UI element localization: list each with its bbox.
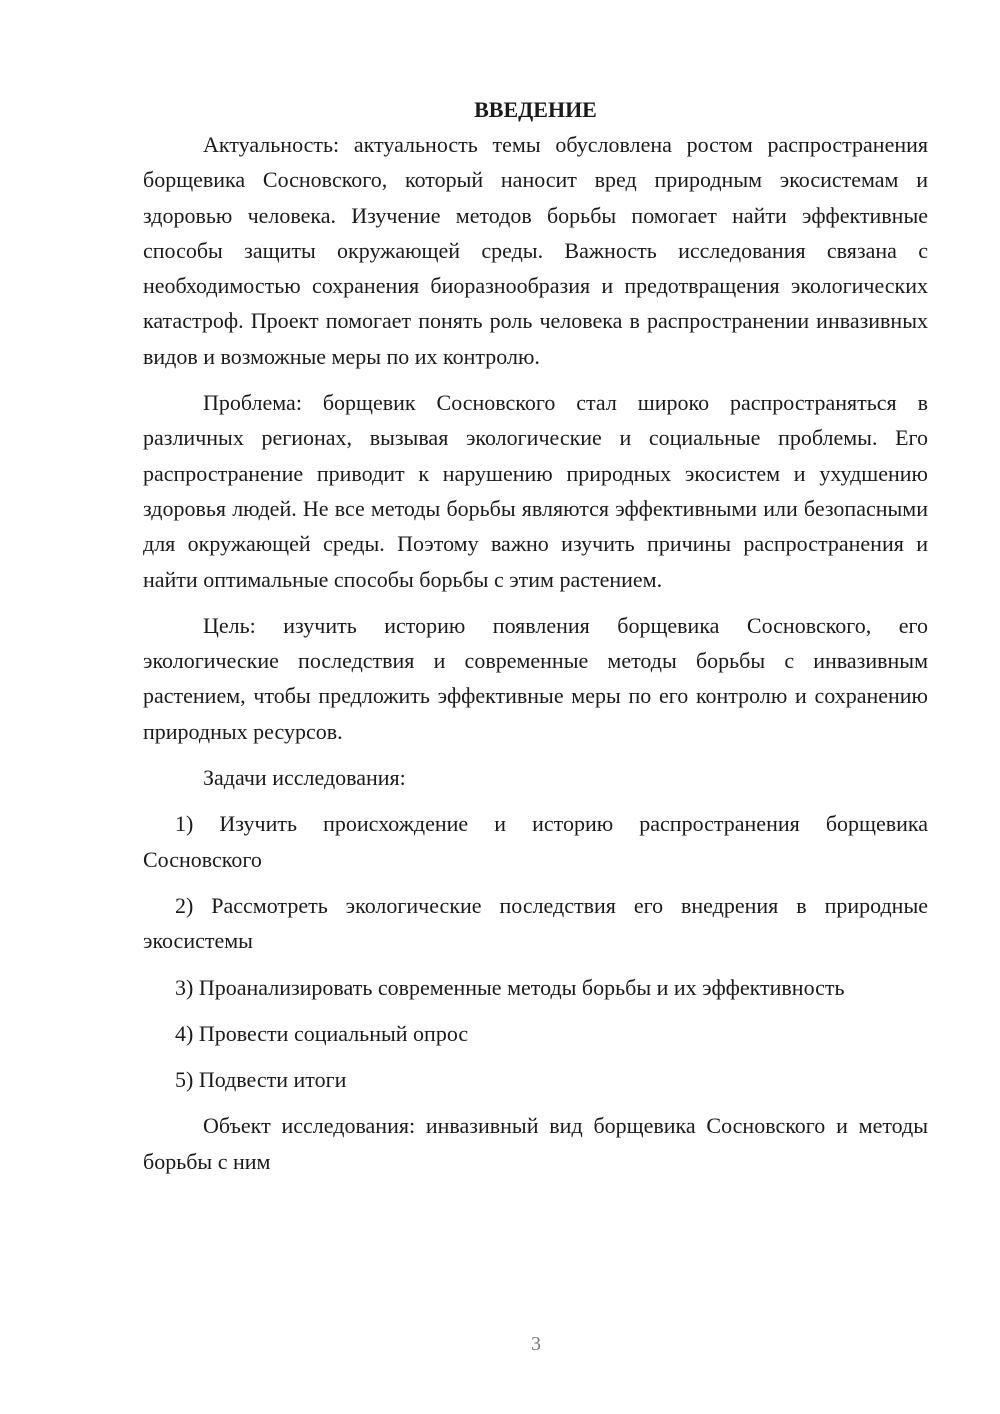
problem-paragraph: Проблема: борщевик Сосновского стал широко распространяться в различных регионах, вызывая экологические и социальные проблемы. Его распространение приводит к нарушению природных экосистем и ухудшению здоровья людей. Не все методы борьбы являются эффективными или безопасными для окружающей среды. Поэтому важно изучить причины распространения и найти оптимальные способы борьбы с этим растением. bbox=[143, 390, 928, 592]
task-item-2: 2) Рассмотреть экологические последствия его внедрения в природные экосистемы bbox=[143, 892, 928, 954]
object-paragraph: Объект исследования: инвазивный вид борщевика Сосновского и методы борьбы с ним bbox=[143, 1113, 928, 1174]
task-item-5: 5) Подвести итоги bbox=[175, 1067, 347, 1093]
task-item-1: 1) Изучить происхождение и историю распространения борщевика Сосновского bbox=[143, 811, 928, 872]
tasks-heading: Задачи исследования: bbox=[203, 765, 406, 791]
relevance-paragraph: Актуальность: актуальность темы обусловлена ростом распространения борщевика Сосновского, который наносит вред природным экосистемам и здоровью человека. Изучение методов борьбы помогает найти эффективные способы защиты окружающей среды. Важность исследования связана с необходимостью сохранения биоразнообразия и предотвращения экологических катастроф. Проект помогает понять роль человека в распространении инвазивных видов и возможные меры по их контролю. bbox=[143, 132, 928, 369]
task-item-4: 4) Провести социальный опрос bbox=[175, 1020, 469, 1046]
task-item-3: 3) Проанализировать современные методы борьбы и их эффективность bbox=[175, 974, 845, 1000]
page-number: 3 bbox=[531, 1333, 541, 1355]
document-page bbox=[143, 92, 928, 1190]
section-heading: ВВЕДЕНИЕ bbox=[474, 97, 597, 122]
goal-paragraph: Цель: изучить историю появления борщевика Сосновского, его экологические последствия и современные методы борьбы с инвазивным растением, чтобы предложить эффективные меры по его контролю и сохранению природных ресурсов. bbox=[143, 612, 928, 744]
